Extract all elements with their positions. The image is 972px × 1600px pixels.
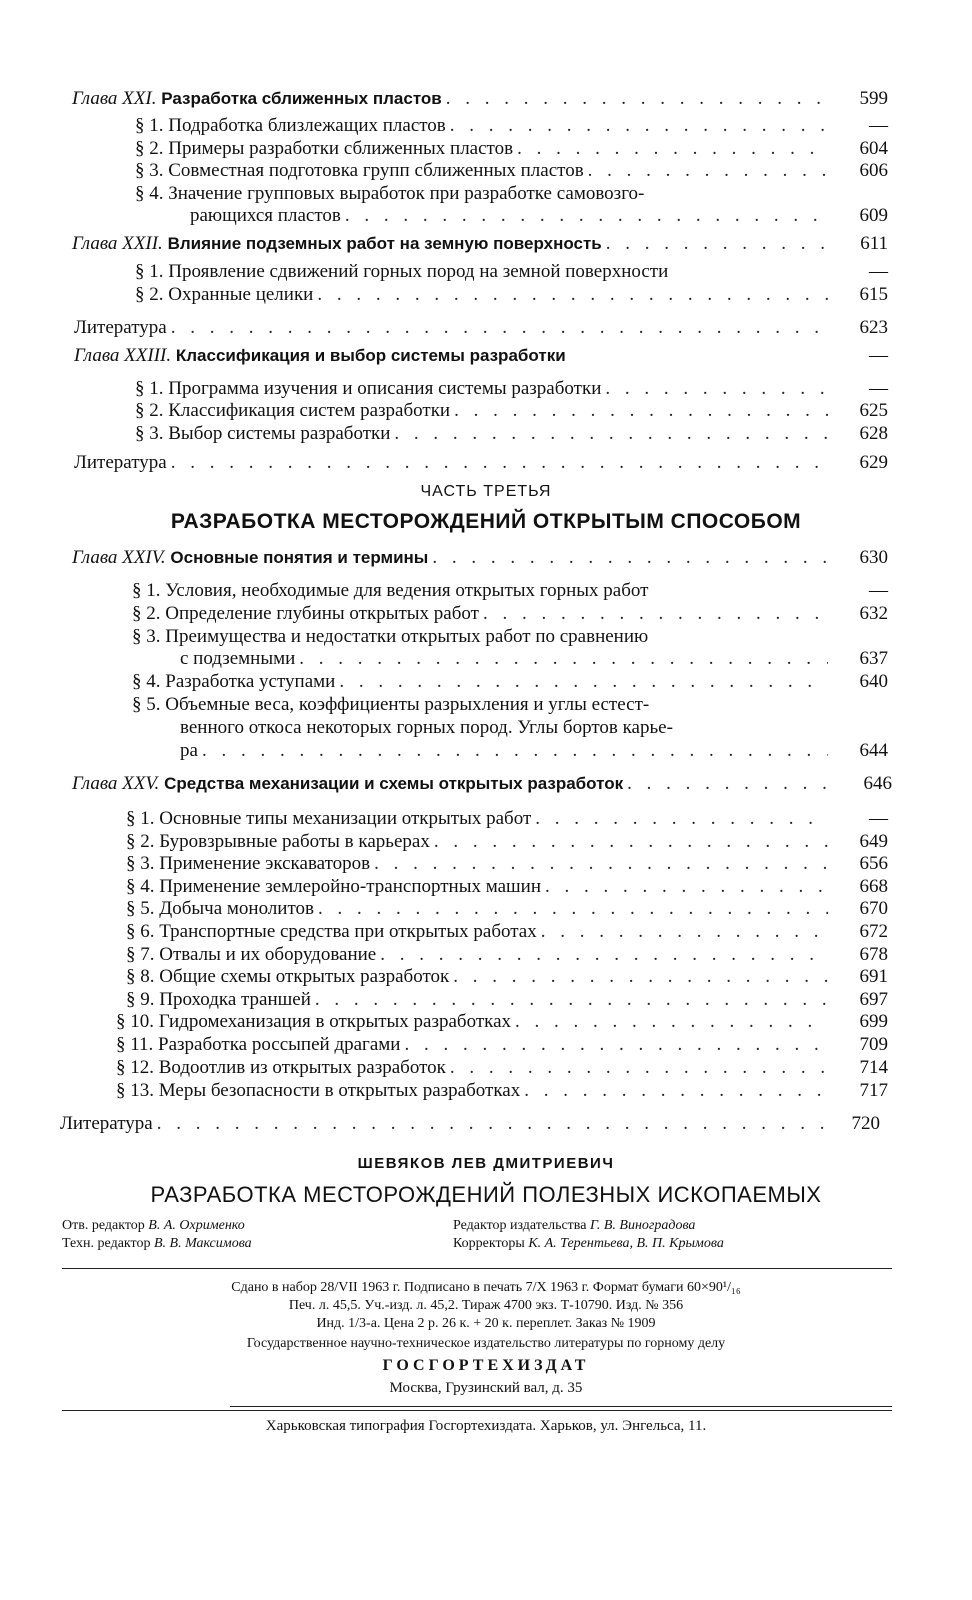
page-number: 625: [859, 400, 888, 421]
section-entry: [126, 876, 832, 898]
leader-dots: [515, 1011, 828, 1033]
entry-text: § 3. Преимущества и недостатки открытых работ по сравнению: [132, 626, 649, 647]
leader-dots: [483, 603, 828, 625]
page-number: 678: [859, 944, 888, 965]
page-number: 629: [859, 452, 888, 473]
page-number: 691: [859, 966, 888, 987]
section-entry: [116, 1057, 832, 1079]
literature-entry: [74, 317, 832, 339]
imprint-line: Москва, Грузинский вал, д. 35: [389, 1380, 583, 1396]
entry-text: § 13. Меры безопасности в открытых разработках: [116, 1080, 521, 1101]
entry-text: § 2. Определение глубины открытых работ: [132, 603, 479, 624]
section-entry: [180, 648, 832, 670]
credit-publisher-editor: [453, 1218, 695, 1234]
chapter-title: Основные понятия и термины: [170, 548, 429, 567]
leader-dots: [374, 853, 828, 875]
divider-rule: [230, 1406, 892, 1407]
leader-dots: [434, 831, 828, 853]
section-entry: [135, 160, 832, 182]
page-number: 640: [859, 671, 888, 692]
chapter-xxv: [72, 773, 832, 795]
credit-role: Отв. редактор: [62, 1218, 145, 1233]
section-entry: [135, 261, 832, 283]
section-entry: [126, 921, 832, 943]
credit-role: Корректоры: [453, 1236, 525, 1251]
divider-rule: [62, 1268, 892, 1269]
leader-dots: [404, 1034, 828, 1056]
leader-dots: [524, 1080, 828, 1102]
imprint-line: ГОСГОРТЕХИЗДАТ: [382, 1357, 590, 1374]
section-entry: [190, 205, 832, 227]
leader-dots: [605, 378, 828, 400]
entry-text: § 6. Транспортные средства при открытых работах: [126, 921, 537, 942]
chapter-xxiv: [72, 547, 832, 569]
entry-text: рающихся пластов: [190, 205, 341, 226]
credit-role: Техн. редактор: [62, 1236, 151, 1251]
entry-text: Литература: [74, 452, 167, 473]
section-entry: [126, 831, 832, 853]
page-number: 720: [851, 1113, 880, 1134]
page-number: 609: [859, 205, 888, 226]
chapter-xxi: [72, 88, 832, 110]
imprint-line: Печ. л. 45,5. Уч.-изд. л. 45,2. Тираж 4700 экз. Т-10790. Изд. № 356: [288, 1298, 684, 1313]
page-number: —: [869, 345, 888, 366]
leader-dots: [318, 898, 828, 920]
entry-text: § 3. Выбор системы разработки: [135, 423, 391, 444]
entry-text: § 1. Проявление сдвижений горных пород на земной поверхности: [135, 261, 669, 282]
section-entry: [135, 138, 832, 160]
leader-dots: [541, 921, 828, 943]
imprint-line: Инд. 1/3-а. Цена 2 р. 26 к. + 20 к. переплет. Заказ № 1909: [316, 1316, 656, 1331]
book-title: РАЗРАБОТКА МЕСТОРОЖДЕНИЙ ПОЛЕЗНЫХ ИСКОПАЕМЫХ: [150, 1182, 822, 1207]
section-entry: [135, 378, 832, 400]
leader-dots: [317, 284, 828, 306]
section-entry: [126, 808, 832, 830]
entry-text: § 2. Примеры разработки сближенных пластов: [135, 138, 514, 159]
leader-dots: [315, 989, 828, 1011]
entry-text: § 1. Программа изучения и описания системы разработки: [135, 378, 602, 399]
section-entry: [116, 1034, 832, 1056]
credit-name: В. А. Охрименко: [148, 1218, 245, 1233]
page-number: 630: [859, 547, 888, 568]
section-entry: [135, 284, 832, 306]
chapter-label: Глава XXIV.: [72, 547, 166, 568]
leader-dots: [588, 160, 828, 182]
section-entry: [135, 423, 832, 445]
divider-rule: [62, 1410, 892, 1411]
entry-text: ра: [180, 740, 198, 761]
page-number: —: [869, 115, 888, 136]
section-entry: [116, 1080, 832, 1102]
entry-text: § 2. Классификация систем разработки: [135, 400, 451, 421]
leader-dots: [157, 1113, 828, 1135]
chapter-xxiii: [74, 345, 832, 367]
entry-text: § 4. Разработка уступами: [132, 671, 336, 692]
page-number: 637: [859, 648, 888, 669]
leader-dots: [380, 944, 828, 966]
entry-text: § 9. Проходка траншей: [126, 989, 311, 1010]
chapter-label: Глава XXI.: [72, 88, 157, 109]
section-entry: [135, 115, 832, 137]
page-number: 606: [859, 160, 888, 181]
literature-entry: [74, 452, 832, 474]
section-entry: [126, 966, 832, 988]
part-title: РАЗРАБОТКА МЕСТОРОЖДЕНИЙ ОТКРЫТЫМ СПОСОБОМ: [170, 510, 802, 533]
page-number: 646: [863, 773, 892, 794]
entry-text: § 4. Применение землеройно-транспортных машин: [126, 876, 542, 897]
leader-dots: [453, 966, 828, 988]
page-number: 714: [859, 1057, 888, 1078]
page-number: 611: [860, 233, 888, 254]
page-number: 623: [859, 317, 888, 338]
printer-line: Харьковская типография Госгортехиздата. Харьков, ул. Энгельса, 11.: [265, 1418, 707, 1434]
section-entry: [132, 671, 832, 693]
leader-dots: [517, 138, 828, 160]
page-number: 670: [859, 898, 888, 919]
credit-role: Редактор издательства: [453, 1218, 587, 1233]
entry-text: § 1. Подработка близлежащих пластов: [135, 115, 446, 136]
page-number: 615: [859, 284, 888, 305]
page-number: 699: [859, 1011, 888, 1032]
page-number: 668: [859, 876, 888, 897]
entry-text: Литература: [74, 317, 167, 338]
entry-text: § 11. Разработка россыпей драгами: [116, 1034, 401, 1055]
page-number: 599: [859, 88, 888, 109]
page-number: —: [869, 808, 888, 829]
page-number: —: [869, 580, 888, 601]
leader-dots: [171, 452, 828, 474]
section-entry: [135, 400, 832, 422]
entry-text: § 5. Объемные веса, коэффициенты разрыхления и углы естест-: [132, 694, 650, 715]
section-entry: [132, 603, 832, 625]
leader-dots: [202, 740, 828, 762]
chapter-xxii: [72, 233, 832, 255]
page-number: 644: [859, 740, 888, 761]
section-entry: [116, 1011, 832, 1033]
entry-text: § 1. Основные типы механизации открытых работ: [126, 808, 532, 829]
entry-text: § 8. Общие схемы открытых разработок: [126, 966, 450, 987]
entry-text: с подземными: [180, 648, 296, 669]
section-entry: [180, 740, 832, 762]
entry-text: § 10. Гидромеханизация в открытых разработках: [116, 1011, 512, 1032]
leader-dots: [394, 423, 828, 445]
entry-text: § 3. Совместная подготовка групп сближенных пластов: [135, 160, 584, 181]
leader-dots: [535, 808, 828, 830]
author-name: ШЕВЯКОВ ЛЕВ ДМИТРИЕВИЧ: [357, 1155, 615, 1172]
page-number: 717: [859, 1080, 888, 1101]
chapter-label: Глава XXII.: [72, 233, 163, 254]
page-number: 628: [859, 423, 888, 444]
section-entry: [126, 989, 832, 1011]
leader-dots: [446, 88, 828, 110]
leader-dots: [606, 233, 828, 255]
entry-text: § 2. Охранные целики: [135, 284, 314, 305]
entry-text: § 12. Водоотлив из открытых разработок: [116, 1057, 446, 1078]
credit-proofreaders: [453, 1236, 724, 1252]
leader-dots: [432, 547, 828, 569]
chapter-title: Средства механизации и схемы открытых разработок: [164, 774, 624, 793]
section-entry: [126, 898, 832, 920]
page-number: —: [869, 378, 888, 399]
part-label: ЧАСТЬ ТРЕТЬЯ: [420, 483, 552, 500]
chapter-label: Глава XXIII.: [74, 345, 172, 366]
leader-dots: [450, 115, 828, 137]
imprint-line: Сдано в набор 28/VII 1963 г. Подписано в печать 7/X 1963 г. Формат бумаги 60×90¹/₁₆: [231, 1280, 741, 1295]
page-number: 649: [859, 831, 888, 852]
entry-text: § 4. Значение групповых выработок при разработке самовозго-: [135, 183, 645, 204]
imprint-line: Государственное научно-техническое издательство литературы по горному делу: [246, 1336, 726, 1351]
entry-text: § 5. Добыча монолитов: [126, 898, 314, 919]
leader-dots: [450, 1057, 828, 1079]
page-number: 656: [859, 853, 888, 874]
section-entry: [132, 694, 832, 716]
page-number: —: [869, 261, 888, 282]
section-entry: [126, 944, 832, 966]
entry-text: § 3. Применение экскаваторов: [126, 853, 371, 874]
page-number: 604: [859, 138, 888, 159]
section-entry: [180, 717, 832, 739]
entry-text: § 2. Буровзрывные работы в карьерах: [126, 831, 430, 852]
section-entry: [126, 853, 832, 875]
leader-dots: [339, 671, 828, 693]
credit-name: К. А. Терентьева, В. П. Крымова: [528, 1236, 724, 1251]
section-entry: [132, 626, 832, 648]
chapter-title: Разработка сближенных пластов: [161, 89, 442, 108]
page-number: 632: [859, 603, 888, 624]
leader-dots: [627, 773, 828, 795]
entry-text: венного откоса некоторых горных пород. Углы бортов карье-: [180, 717, 673, 738]
entry-text: Литература: [60, 1113, 153, 1134]
chapter-title: Классификация и выбор системы разработки: [175, 346, 566, 365]
credit-tech-editor: [62, 1236, 252, 1252]
leader-dots: [171, 317, 828, 339]
leader-dots: [454, 400, 828, 422]
chapter-title: Влияние подземных работ на земную поверхность: [167, 234, 602, 253]
leader-dots: [545, 876, 828, 898]
credit-name: В. В. Максимова: [153, 1236, 252, 1251]
entry-text: § 1. Условия, необходимые для ведения открытых горных работ: [132, 580, 649, 601]
page-number: 697: [859, 989, 888, 1010]
credit-editor: [62, 1218, 245, 1234]
section-entry: [132, 580, 832, 602]
leader-dots: [299, 648, 828, 670]
entry-text: § 7. Отвалы и их оборудование: [126, 944, 377, 965]
chapter-label: Глава XXV.: [72, 773, 160, 794]
credit-name: Г. В. Виноградова: [589, 1218, 696, 1233]
section-entry: [135, 183, 832, 205]
leader-dots: [345, 205, 828, 227]
literature-entry: [60, 1113, 832, 1135]
page-number: 709: [859, 1034, 888, 1055]
page-number: 672: [859, 921, 888, 942]
